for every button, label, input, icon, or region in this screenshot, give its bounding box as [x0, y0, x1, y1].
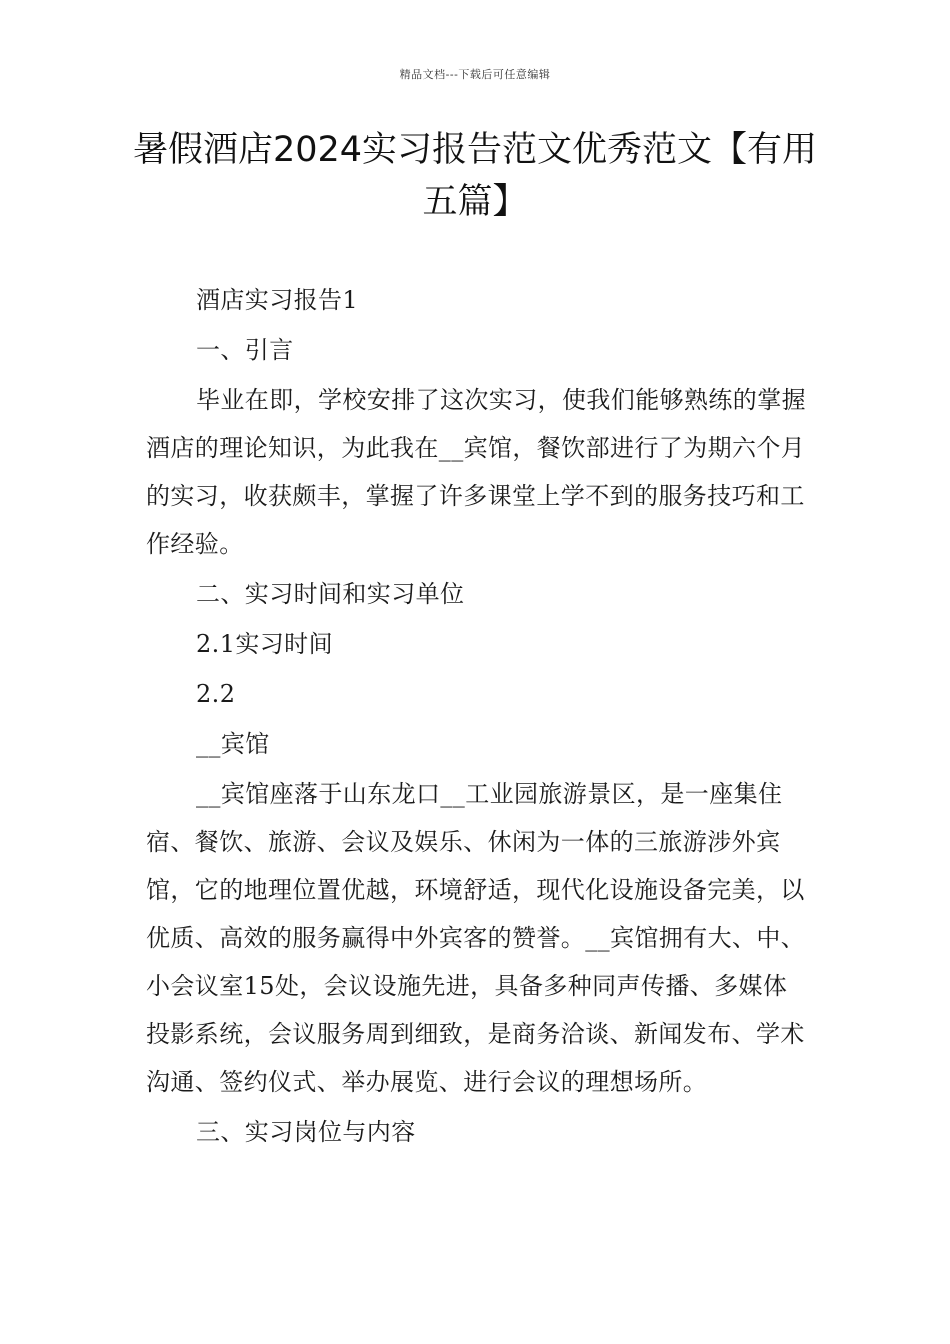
header-note: 精品文档---下载后可任意编辑: [399, 68, 551, 81]
section-heading: 一、引言: [196, 336, 294, 364]
subsection-heading: 2.1实习时间: [196, 630, 333, 658]
body-paragraph: __宾馆座落于山东龙口__工业园旅游景区，是一座集住宿、餐饮、旅游、会议及娱乐、休闲为一体的三旅游涉外宾馆，它的地理位置优越，环境舒适，现代化设施设备完美，以优质、高效的服务赢得中外宾客的赞誉。__宾馆拥有大、中、小会议室15处，会议设施先进，具备多种同声传播、多媒体投影系统，会议服务周到细致，是商务洽谈、新闻发布、学术沟通、签约仪式、举办展览、进行会议的理想场所。: [146, 780, 806, 1096]
subsection-heading: 2.2: [196, 680, 236, 708]
section-heading: 三、实习岗位与内容: [196, 1118, 416, 1146]
body-paragraph: 毕业在即，学校安排了这次实习，使我们能够熟练的掌握酒店的理论知识，为此我在__宾馆，餐饮部进行了为期六个月的实习，收获颇丰，掌握了许多课堂上学不到的服务技巧和工作经验。: [146, 386, 806, 558]
body-paragraph: __宾馆: [196, 730, 270, 758]
document-body: [146, 276, 808, 1156]
document-title: 暑假酒店2024实习报告范文优秀范文【有用五篇】: [132, 130, 818, 222]
section-heading: 二、实习时间和实习单位: [196, 580, 465, 608]
section-heading: 酒店实习报告1: [196, 286, 359, 314]
